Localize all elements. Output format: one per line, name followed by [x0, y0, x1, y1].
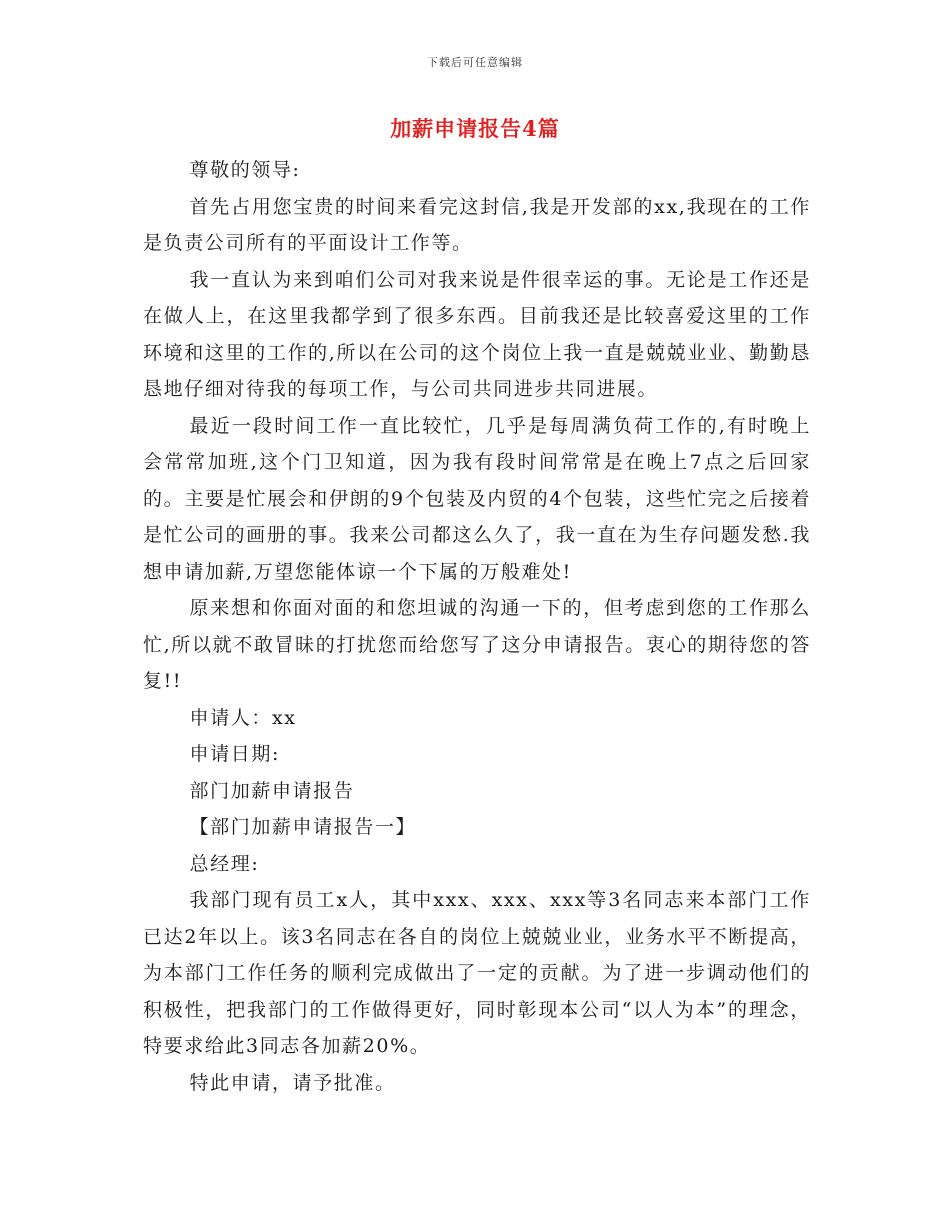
paragraph-gratitude: 我一直认为来到咱们公司对我来说是件很幸运的事。无论是工作还是在做人上，在这里我都学到了很多东西。目前我还是比较喜爱这里的工作环境和这里的工作的,所以在公司的这个岗位上我一直是兢兢业业、勤勤恳恳地仔细对待我的每项工作，与公司共同进步共同进展。: [143, 268, 811, 400]
subsection-heading: 【部门加薪申请报告一】: [189, 816, 417, 838]
page-header-note: 下载后可任意编辑: [427, 56, 523, 69]
application-date-line: 申请日期:: [189, 743, 280, 765]
document-body: [143, 152, 811, 1101]
applicant-line: 申请人：xx: [189, 706, 297, 729]
paragraph-workload: 最近一段时间工作一直比较忙，几乎是每周满负荷工作的,有时晚上会常常加班,这个门卫知道，因为我有段时间常常是在晚上7点之后回家的。主要是忙展会和伊朗的9个包装及内贸的4个包装，这些忙完之后接着是忙公司的画册的事。我来公司都这么久了，我一直在为生存问题发愁.我想申请加薪,万望您能体谅一个下属的万般难处!: [143, 414, 811, 583]
closing-request: 特此申请，请予批准。: [189, 1071, 396, 1094]
paragraph-department-request: 我部门现有员工x人，其中xxx、xxx、xxx等3名同志来本部门工作已达2年以上。该3名同志在各自的岗位上兢兢业业，业务水平不断提高，为本部门工作任务的顺利完成做出了一定的贡献。为了进一步调动他们的积极性，把我部门的工作做得更好，同时彰现本公司“以人为本”的理念，特要求给此3同志各加薪20%。: [143, 889, 811, 1057]
salutation: 尊敬的领导:: [189, 159, 301, 181]
paragraph-closing: 原来想和你面对面的和您坦诚的沟通一下的，但考虑到您的工作那么忙,所以就不敢冒昧的打扰您而给您写了这分申请报告。衷心的期待您的答复!!: [143, 597, 811, 692]
salutation-manager: 总经理:: [189, 852, 260, 875]
section-heading: 部门加薪申请报告: [189, 779, 355, 802]
document-title: 加薪申请报告4篇: [390, 116, 560, 141]
paragraph-intro: 首先占用您宝贵的时间来看完这封信,我是开发部的xx,我现在的工作是负责公司所有的平面设计工作等。: [143, 195, 811, 254]
